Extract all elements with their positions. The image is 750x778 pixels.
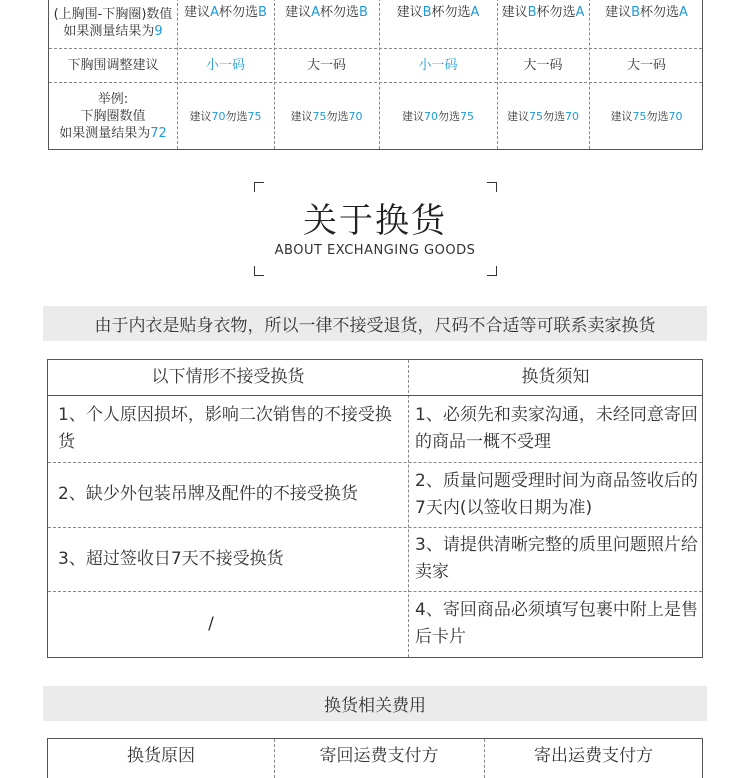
cup-advice-cell: 建议 A 杯勿选 B: [285, 5, 368, 20]
row-label: 下胸围调整建议: [67, 57, 159, 73]
exchange-rule-right: 4、寄回商品必须填写包裹中附上是售后卡片: [415, 600, 698, 647]
example-advice-cell: 建议 75 勿选 70: [507, 109, 579, 123]
fee-header: 寄回运费支付方: [319, 745, 439, 766]
corner-bracket: [254, 266, 264, 276]
exchange-header: 换货须知: [521, 367, 590, 387]
example-advice-cell: 建议 70 勿选 75: [189, 109, 262, 123]
highlight-value: 72: [150, 125, 167, 141]
cup-advice-cell: 建议 B 杯勿选 A: [396, 5, 480, 20]
adjust-advice-cell: 小一码: [418, 57, 458, 73]
exchange-rule-right: 2、质量问题受理时间为商品签收后的7天内(以签收日期为准): [415, 470, 698, 518]
exchange-rule-left: 1、个人原因损坏，影响二次销售的不接受换货: [58, 404, 392, 452]
size-row-adjust: [49, 48, 702, 82]
exchange-rule-left: 3、超过签收日7天不接受换货: [58, 548, 284, 569]
size-table: [48, 0, 703, 150]
column-divider: [408, 360, 409, 657]
row-label: [49, 82, 177, 150]
section-subtitle: ABOUT EXCHANGING GOODS: [274, 243, 476, 258]
example-advice-cell: 建议 70 勿选 75: [402, 109, 474, 123]
fee-table: [47, 738, 703, 778]
adjust-advice-cell: 大一码: [306, 57, 346, 73]
fee-header: 换货原因: [127, 745, 195, 766]
adjust-advice-cell: 大一码: [626, 57, 666, 73]
notice-banner: 由于内衣是贴身衣物，所以一律不接受退货，尺码不合适等可联系卖家换货: [43, 306, 707, 341]
fee-header: 寄出运费支付方: [534, 745, 653, 766]
size-row-cup: [49, 0, 702, 48]
corner-bracket: [487, 182, 497, 192]
cup-advice-cell: 建议 A 杯勿选 B: [184, 5, 267, 20]
cup-advice-cell: 建议 B 杯勿选 A: [501, 5, 585, 20]
row-label-line: 举例:: [97, 91, 129, 107]
adjust-advice-cell: 小一码: [205, 57, 245, 73]
section-title: 关于换货: [303, 201, 447, 241]
row-label: [49, 0, 177, 48]
row-label-line: 如果测量结果为72: [59, 125, 167, 141]
corner-bracket: [254, 182, 264, 192]
row-label-line: 下胸圈数值: [80, 108, 146, 124]
exchange-rule-right: 1、必须先和卖家沟通，未经同意寄回的商品一概不受理: [415, 404, 698, 452]
example-advice-cell: 建议 75 勿选 70: [610, 109, 683, 123]
highlight-value: 9: [154, 24, 163, 39]
fee-banner: 换货相关费用: [43, 686, 707, 721]
row-label-line: 如果测量结果为9: [63, 24, 163, 39]
exchange-rule-left: 2、缺少外包装吊牌及配件的不接受换货: [58, 484, 358, 504]
example-advice-cell: 建议 75 勿选 70: [290, 109, 363, 123]
corner-bracket: [487, 266, 497, 276]
row-label-line: (上胸围-下胸圈)数值: [53, 7, 173, 22]
size-row-example: [49, 82, 702, 150]
exchange-rule-right: 3、请提供清晰完整的质里问题照片给卖家: [415, 535, 698, 582]
exchange-header: 以下情形不接受换货: [151, 367, 305, 387]
adjust-advice-cell: 大一码: [523, 57, 563, 73]
cup-advice-cell: 建议 B 杯勿选 A: [605, 5, 688, 20]
exchange-rule-left: /: [208, 613, 214, 634]
exchange-table: [47, 359, 703, 658]
